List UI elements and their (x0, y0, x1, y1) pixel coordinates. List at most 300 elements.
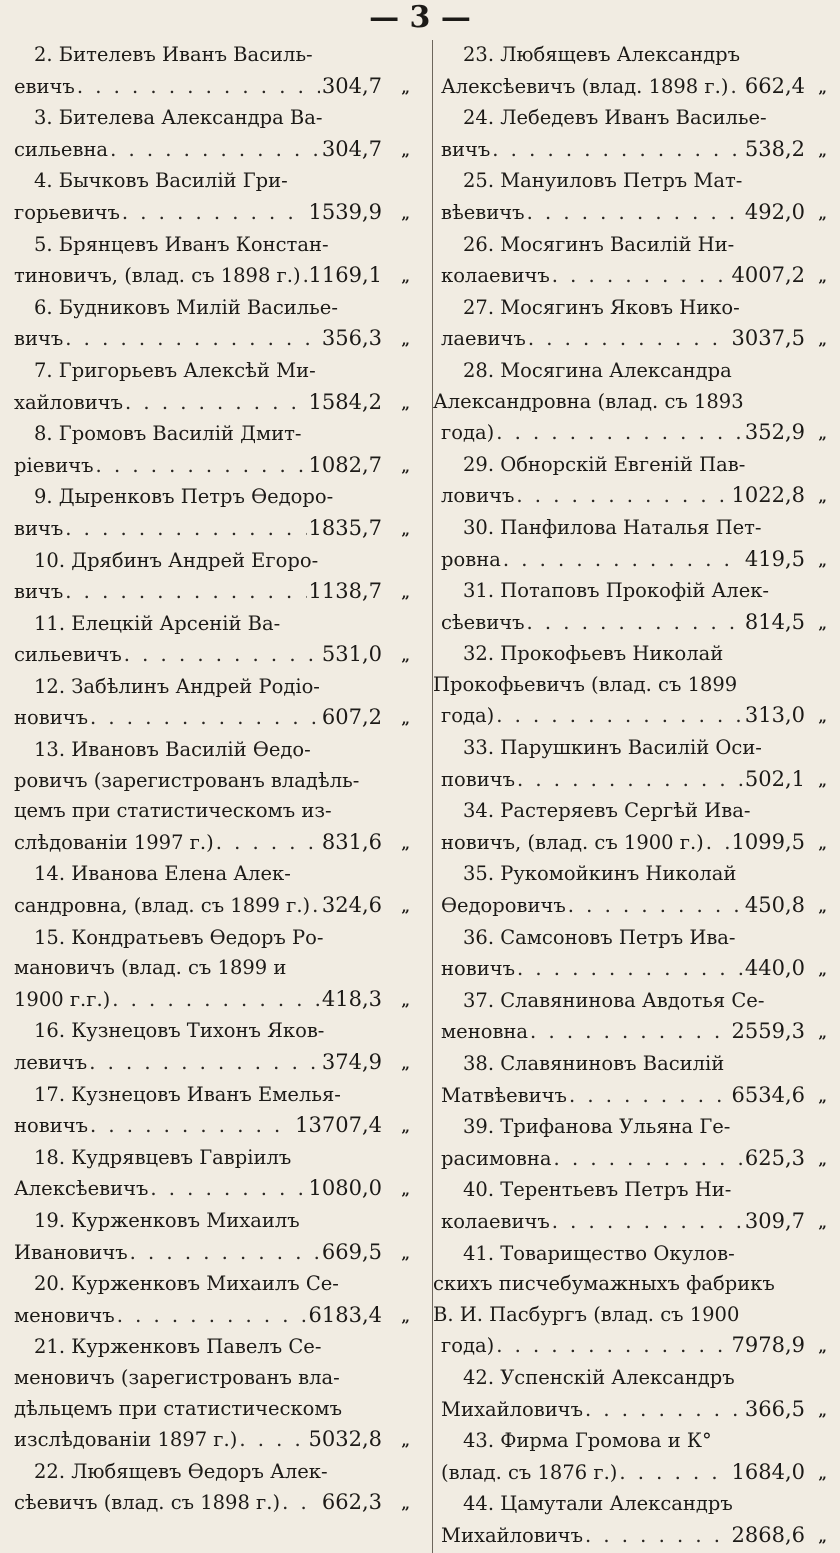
entry-line: 21. Курженковъ Павелъ Се- (34, 1335, 322, 1359)
amount: 440,0 (744, 956, 805, 981)
entry-line: вѣевичъ (441, 200, 525, 224)
dot-leader (65, 324, 320, 355)
amount: 1835,7 (308, 515, 382, 540)
entry-last-line (14, 984, 410, 1017)
amount: 4007,2 (731, 263, 805, 288)
entry-line: сѣевичъ (влад. съ 1898 г.) (14, 1491, 281, 1515)
entry-line: 2. Бителевъ Иванъ Василь- (34, 43, 313, 66)
amount: 492,0 (744, 199, 805, 224)
entry-line: 24. Лебедевъ Иванъ Василье- (463, 106, 767, 130)
entry-line: лаевичъ (441, 327, 526, 351)
list-item (433, 986, 827, 1049)
dot-leader (528, 324, 730, 355)
list-item (433, 576, 827, 639)
entry-line: 36. Самсоновъ Петръ Ива- (463, 925, 736, 949)
entry-line: вичъ (14, 327, 64, 351)
amount: 1539,9 (308, 199, 382, 224)
ditto-mark: „ (401, 78, 410, 97)
entry-line: 35. Рукомойкинъ Николай (463, 862, 737, 886)
entry-line: ріевичъ (14, 453, 94, 477)
list-item (433, 923, 827, 986)
ditto-mark: „ (818, 425, 827, 444)
dot-leader (503, 545, 743, 576)
entry-line: ровна (441, 547, 501, 571)
dot-leader (516, 481, 729, 512)
ditto-mark: „ (818, 78, 827, 97)
amount: 1138,7 (308, 579, 382, 604)
entry-last-line (14, 1237, 410, 1270)
entry-line: 33. Парушкинъ Василій Оси- (463, 736, 762, 760)
ditto-mark: „ (401, 394, 410, 413)
list-item (14, 482, 410, 545)
dot-leader (90, 1111, 293, 1142)
entry-last-line (14, 1424, 410, 1457)
list-item (14, 1143, 410, 1206)
dot-leader (706, 828, 730, 859)
dot-leader (117, 1301, 307, 1332)
ditto-mark: „ (818, 614, 827, 633)
dot-leader (569, 1081, 730, 1112)
list-item (14, 166, 410, 229)
entry-last-line (14, 513, 410, 546)
list-item (14, 356, 410, 419)
amount: 1080,0 (308, 1176, 382, 1201)
ditto-mark: „ (818, 1464, 827, 1483)
list-item (14, 923, 410, 1017)
entry-line: Алексѣевичъ (14, 1177, 149, 1201)
entry-line: 30. Панфилова Наталья Пет- (463, 515, 762, 539)
ditto-mark: „ (401, 584, 410, 603)
amount: 419,5 (744, 546, 805, 571)
entry-line: 18. Кудрявцевъ Гавріилъ (34, 1145, 292, 1169)
amount: 304,7 (321, 136, 382, 161)
entry-last-line (433, 417, 827, 450)
list-item (14, 1332, 410, 1456)
entry-line: 42. Успенскій Александръ (463, 1365, 735, 1389)
dot-leader (496, 701, 743, 732)
list-item (14, 419, 410, 482)
entry-last-line (433, 1394, 827, 1427)
entry-line: 14. Иванова Елена Алек- (34, 862, 291, 886)
dot-leader (112, 985, 320, 1016)
dot-leader (239, 1425, 306, 1456)
entry-last-line (433, 764, 827, 797)
entry-last-line (433, 260, 827, 293)
entry-line: года) (441, 1334, 495, 1358)
entry-line: 13. Ивановъ Василій Ѳедо- (34, 738, 311, 762)
amount: 625,3 (744, 1145, 805, 1170)
ditto-mark: „ (401, 331, 410, 350)
ditto-mark: „ (818, 898, 827, 917)
amount: 1584,2 (308, 389, 382, 414)
entry-line: Матвѣевичъ (441, 1083, 567, 1107)
dot-leader (125, 388, 306, 419)
dot-leader (517, 954, 743, 985)
dot-leader (585, 1521, 730, 1552)
amount: 352,9 (744, 420, 805, 445)
list-item (433, 1175, 827, 1238)
dot-leader (282, 1488, 320, 1519)
dot-leader (110, 135, 320, 166)
ditto-mark: „ (401, 520, 410, 539)
entry-last-line (433, 197, 827, 230)
dot-leader (96, 451, 307, 482)
entry-line: меновна (441, 1020, 529, 1044)
amount: 309,7 (744, 1208, 805, 1233)
list-item (433, 639, 827, 733)
list-item (433, 796, 827, 859)
dot-leader (65, 514, 306, 545)
ditto-mark: „ (401, 1118, 410, 1137)
ditto-mark: „ (401, 1432, 410, 1451)
list-item (433, 356, 827, 450)
list-item (14, 609, 410, 672)
dot-leader (527, 198, 743, 229)
dot-leader (65, 577, 306, 608)
entry-last-line (14, 576, 410, 609)
list-item (14, 1016, 410, 1079)
list-item (14, 103, 410, 166)
list-item (14, 546, 410, 609)
ditto-mark: „ (818, 204, 827, 223)
entry-last-line (433, 700, 827, 733)
amount: 531,0 (321, 642, 382, 667)
ditto-mark: „ (818, 141, 827, 160)
entry-last-line (14, 1300, 410, 1333)
ditto-mark: „ (818, 1213, 827, 1232)
amount: 1099,5 (731, 829, 805, 854)
ditto-mark: „ (401, 1307, 410, 1326)
entry-line: 34. Растеряевъ Сергѣй Ива- (463, 799, 751, 823)
ditto-mark: „ (401, 1181, 410, 1200)
entry-last-line (14, 1110, 410, 1143)
amount: 1082,7 (308, 452, 382, 477)
list-item (433, 513, 827, 576)
dot-leader (530, 1017, 729, 1048)
dot-leader (730, 72, 742, 103)
entry-line: повичъ (441, 767, 516, 791)
entry-line: 43. Фирма Громова и К° (463, 1429, 712, 1453)
ditto-mark: „ (818, 834, 827, 853)
entry-line: сильевичъ (14, 643, 122, 667)
entry-line: сандровна, (влад. съ 1899 г.) (14, 894, 311, 918)
ditto-mark: „ (818, 331, 827, 350)
amount: 3037,5 (731, 326, 805, 351)
ditto-mark: „ (818, 488, 827, 507)
list-item (14, 672, 410, 735)
entry-line: цемъ при статистическомъ из- (14, 799, 332, 823)
dot-leader (619, 1458, 729, 1489)
amount: 662,3 (321, 1490, 382, 1515)
ditto-mark: „ (818, 1338, 827, 1357)
entry-line: 4. Бычковъ Василій Гри- (34, 169, 288, 193)
entry-line: горьевичъ (14, 200, 120, 224)
entry-line: 19. Курженковъ Михаилъ (34, 1208, 300, 1232)
entry-last-line (433, 1080, 827, 1113)
left-column (14, 40, 410, 1520)
dot-leader (303, 261, 307, 292)
list-item (433, 1112, 827, 1175)
entry-line: года) (441, 421, 495, 445)
entry-line: 22. Любящевъ Ѳедоръ Алек- (34, 1459, 328, 1483)
ditto-mark: „ (818, 551, 827, 570)
dot-leader (568, 891, 743, 922)
dot-leader (89, 1048, 320, 1079)
entry-line: года) (441, 704, 495, 728)
entry-last-line (433, 1457, 827, 1490)
amount: 356,3 (321, 326, 382, 351)
dot-leader (216, 828, 320, 859)
list-item (14, 40, 410, 103)
entry-line: ловичъ (441, 484, 515, 508)
list-item (14, 1206, 410, 1269)
amount: 13707,4 (295, 1113, 382, 1138)
entry-line: 25. Мануиловъ Петръ Мат- (463, 169, 743, 193)
entry-last-line (14, 890, 410, 923)
entry-line: 6. Будниковъ Милій Василье- (34, 295, 338, 319)
ditto-mark: „ (818, 268, 827, 287)
amount: 5032,8 (308, 1427, 382, 1452)
amount: 313,0 (744, 703, 805, 728)
list-item (433, 103, 827, 166)
entry-line: колаевичъ (441, 264, 550, 288)
list-item (14, 1269, 410, 1332)
entry-line: 41. Товарищество Окулов- (463, 1241, 735, 1265)
entry-last-line (14, 134, 410, 167)
ditto-mark: „ (401, 457, 410, 476)
dot-leader (552, 261, 730, 292)
list-item (14, 1457, 410, 1520)
list-item (433, 166, 827, 229)
entry-last-line (14, 1487, 410, 1520)
entry-line: 28. Мосягина Александра (463, 358, 732, 382)
entry-line: сѣевичъ (441, 610, 525, 634)
entry-line: 31. Потаповъ Прокофій Алек- (463, 579, 770, 603)
entry-line: 16. Кузнецовъ Тихонъ Яков- (34, 1019, 325, 1043)
list-item (433, 293, 827, 356)
entry-line: 3. Бителева Александра Ва- (34, 106, 323, 130)
amount: 450,8 (744, 893, 805, 918)
entry-last-line (14, 1173, 410, 1206)
entry-line: вичъ (441, 137, 491, 161)
amount: 538,2 (744, 136, 805, 161)
entry-line: новичъ (14, 706, 89, 730)
list-item (433, 450, 827, 513)
dot-leader (492, 135, 743, 166)
amount: 662,4 (744, 73, 805, 98)
amount: 1684,0 (731, 1459, 805, 1484)
entry-line: 11. Елецкій Арсеній Ва- (34, 611, 281, 635)
ditto-mark: „ (401, 710, 410, 729)
amount: 814,5 (744, 609, 805, 634)
dot-leader (122, 198, 307, 229)
entry-line: 26. Мосягинъ Василій Ни- (463, 232, 735, 256)
amount: 304,7 (321, 73, 382, 98)
amount: 324,6 (321, 893, 382, 918)
ditto-mark: „ (401, 991, 410, 1010)
dot-leader (124, 640, 320, 671)
ditto-mark: „ (401, 834, 410, 853)
entry-line: 17. Кузнецовъ Иванъ Емелья- (34, 1082, 341, 1106)
entry-line: 39. Трифанова Ульяна Ге- (463, 1115, 731, 1139)
entry-last-line (14, 1047, 410, 1080)
list-item (433, 1426, 827, 1489)
entry-last-line (14, 197, 410, 230)
entry-line: меновичъ (зарегистрованъ вла- (14, 1365, 340, 1389)
amount: 607,2 (321, 705, 382, 730)
ditto-mark: „ (401, 647, 410, 666)
entry-line: 44. Цамутали Александръ (463, 1492, 733, 1516)
entry-last-line (433, 544, 827, 577)
list-item (14, 293, 410, 356)
entry-last-line (14, 450, 410, 483)
list-item (433, 1489, 827, 1552)
entry-line: 38. Славяниновъ Василій (463, 1052, 725, 1075)
entry-line: хайловичъ (14, 390, 124, 414)
ditto-mark: „ (401, 1244, 410, 1263)
entry-line: левичъ (14, 1051, 88, 1074)
entry-line: новичъ (14, 1114, 89, 1138)
ditto-mark: „ (818, 1087, 827, 1106)
dot-leader (496, 1331, 729, 1362)
amount: 374,9 (321, 1050, 382, 1074)
amount: 418,3 (321, 986, 382, 1011)
entry-line: 12. Забѣлинъ Андрей Родіо- (34, 674, 320, 698)
entry-last-line (433, 1016, 827, 1049)
entry-line: вичъ (14, 516, 64, 540)
amount: 831,6 (321, 829, 382, 854)
list-item (433, 733, 827, 796)
list-item (433, 40, 827, 103)
entry-last-line (14, 827, 410, 860)
entry-line: 29. Обнорскій Евгеній Пав- (463, 452, 746, 476)
ditto-mark: „ (401, 268, 410, 287)
entry-line: колаевичъ (441, 1209, 550, 1233)
entry-last-line (433, 607, 827, 640)
entry-line: 7. Григорьевъ Алексѣй Ми- (34, 358, 316, 382)
dot-leader (77, 72, 320, 103)
list-item (14, 230, 410, 293)
entry-line: скихъ писчебумажныхъ фабрикъ (433, 1272, 775, 1296)
entry-last-line (433, 1330, 827, 1363)
entry-line: 8. Громовъ Василій Дмит- (34, 422, 302, 446)
amount: 1022,8 (731, 483, 805, 508)
entry-line: Алексѣевичъ (влад. 1898 г.) (441, 74, 729, 98)
entry-last-line (433, 323, 827, 356)
dot-leader (527, 608, 743, 639)
entry-line: Ивановичъ (14, 1240, 128, 1264)
list-item (14, 1080, 410, 1143)
entry-line: В. И. Пасбургъ (влад. съ 1900 (433, 1302, 740, 1326)
ditto-mark: „ (818, 1527, 827, 1546)
entry-last-line (433, 827, 827, 860)
entry-line: расимовна (441, 1146, 552, 1170)
ditto-mark: „ (818, 961, 827, 980)
dot-leader (552, 1207, 743, 1238)
amount: 7978,9 (731, 1333, 805, 1358)
entry-line: слѣдованіи 1997 г.) (14, 830, 214, 854)
entry-line: Михайловичъ (441, 1523, 583, 1547)
list-item (14, 735, 410, 859)
page-number: — 3 — (369, 0, 471, 35)
entry-line: меновичъ (14, 1303, 115, 1327)
ditto-mark: „ (401, 141, 410, 160)
entry-line: 10. Дрябинъ Андрей Егоро- (34, 548, 319, 572)
amount: 6534,6 (731, 1082, 805, 1107)
list-item (433, 859, 827, 922)
ditto-mark: „ (818, 1401, 827, 1420)
dot-leader (130, 1238, 320, 1269)
entry-last-line (433, 1206, 827, 1239)
entry-line: 40. Терентьевъ Петръ Ни- (463, 1178, 732, 1202)
entry-line: евичъ (14, 74, 75, 98)
list-item (14, 859, 410, 922)
entry-last-line (433, 1520, 827, 1553)
entry-line: новичъ (441, 957, 516, 981)
entry-last-line (433, 1143, 827, 1176)
amount: 502,1 (744, 766, 805, 791)
entry-line: Прокофьевичъ (влад. съ 1899 (433, 672, 738, 696)
ditto-mark: „ (401, 204, 410, 223)
entry-last-line (433, 134, 827, 167)
amount: 1169,1 (308, 263, 382, 288)
ditto-mark: „ (818, 1150, 827, 1169)
ditto-mark: „ (818, 771, 827, 790)
dot-leader (496, 418, 743, 449)
ditto-mark: „ (818, 1024, 827, 1043)
amount: 366,5 (744, 1396, 805, 1421)
dot-leader (312, 891, 320, 922)
entry-last-line (433, 480, 827, 513)
ditto-mark: „ (401, 898, 410, 917)
entry-last-line (14, 639, 410, 672)
entry-line: (влад. съ 1876 г.) (441, 1460, 618, 1484)
entry-line: ровичъ (зарегистрованъ владѣль- (14, 768, 360, 792)
dot-leader (517, 765, 743, 796)
entry-line: 1900 г.г.) (14, 987, 111, 1011)
entry-line: дѣльцемъ при статистическомъ (14, 1396, 342, 1420)
right-column (432, 40, 827, 1553)
dot-leader (554, 1144, 743, 1175)
list-item (433, 1049, 827, 1112)
dot-leader (150, 1174, 306, 1205)
entry-line: новичъ, (влад. съ 1900 г.) (441, 830, 704, 854)
entry-last-line (433, 953, 827, 986)
entry-line: мановичъ (влад. съ 1899 и (14, 956, 287, 980)
entry-line: 5. Брянцевъ Иванъ Констан- (34, 232, 329, 256)
list-item (433, 1363, 827, 1426)
list-item (433, 1239, 827, 1363)
entry-last-line (433, 71, 827, 104)
entry-line: Александровна (влад. съ 1893 (433, 389, 744, 413)
ditto-mark: „ (401, 1055, 410, 1073)
entry-line: 27. Мосягинъ Яковъ Нико- (463, 295, 740, 319)
amount: 6183,4 (308, 1302, 382, 1327)
amount: 2868,6 (731, 1522, 805, 1547)
entry-line: 9. Дыренковъ Петръ Ѳедоро- (34, 485, 334, 509)
entry-last-line (433, 890, 827, 923)
dot-leader (90, 703, 320, 734)
entry-line: 37. Славянинова Авдотья Се- (463, 988, 765, 1012)
ditto-mark: „ (401, 1495, 410, 1514)
dot-leader (585, 1395, 743, 1426)
entry-line: 20. Курженковъ Михаилъ Се- (34, 1272, 339, 1296)
entry-line: вичъ (14, 580, 64, 604)
list-item (433, 230, 827, 293)
entry-last-line (14, 387, 410, 420)
entry-last-line (14, 260, 410, 293)
entry-line: 23. Любящевъ Александръ (463, 43, 741, 66)
